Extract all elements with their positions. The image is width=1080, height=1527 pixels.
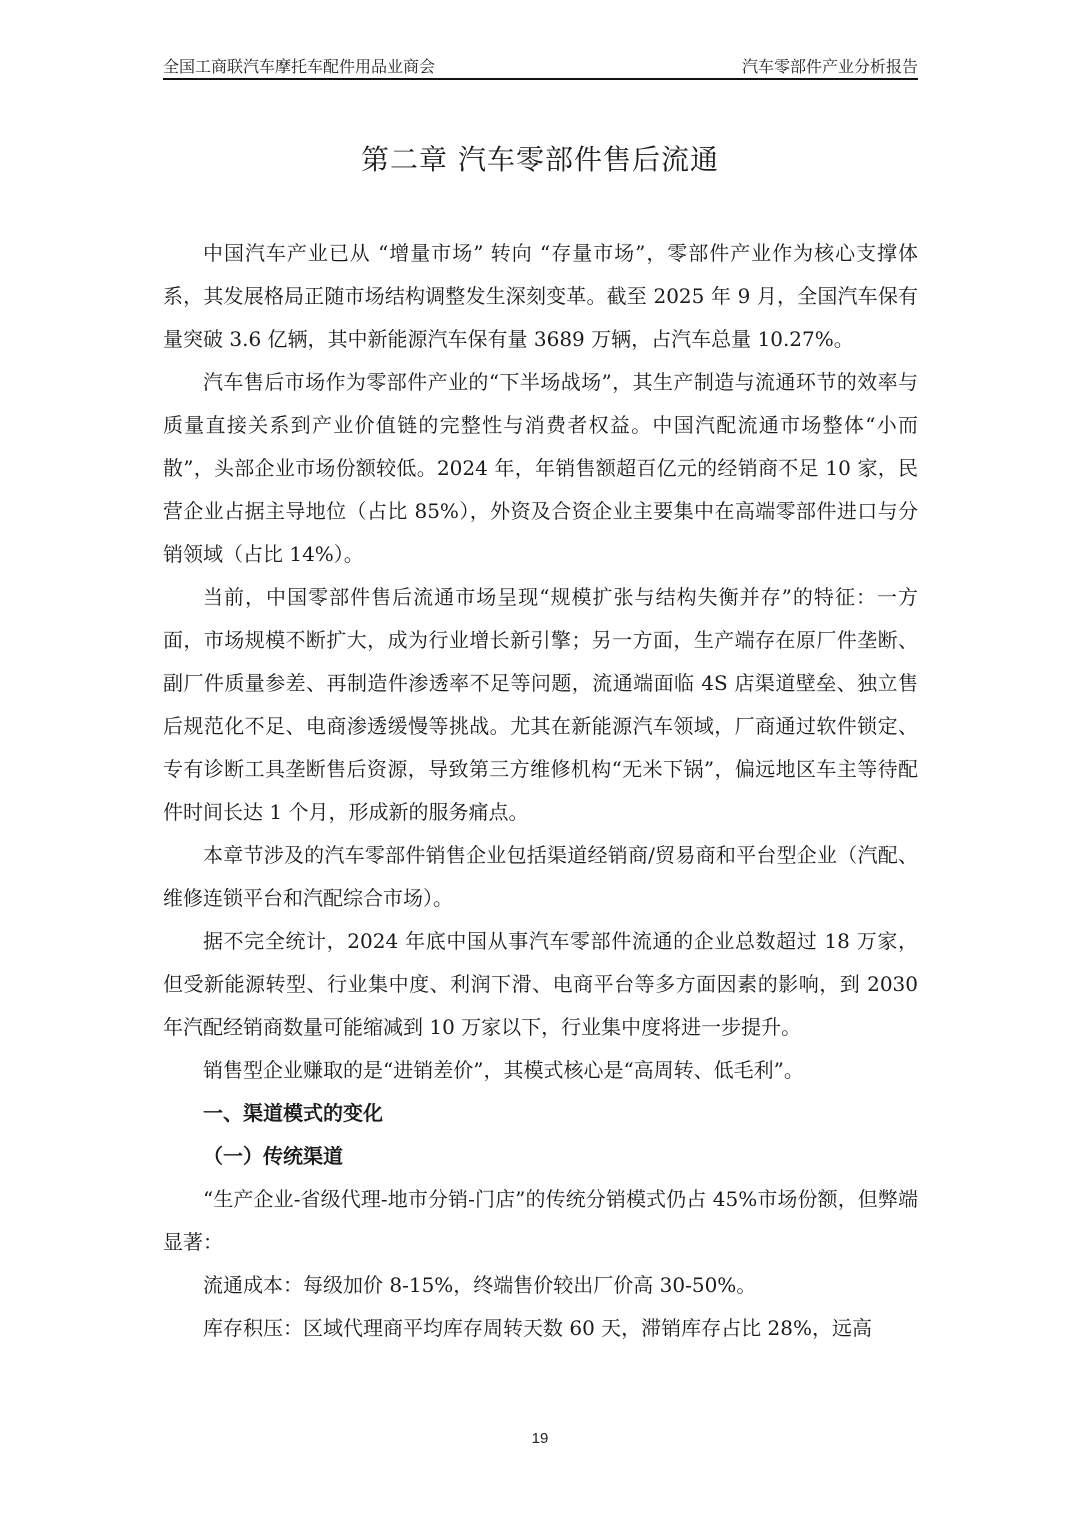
page-body — [163, 232, 918, 1350]
paragraph: 汽车售后市场作为零部件产业的“下半场战场”，其生产制造与流通环节的效率与质量直接关系到产业价值链的完整性与消费者权益。中国汽配流通市场整体“小而散”，头部企业市场份额较低。2024 年，年销售额超百亿元的经销商不足 10 家，民营企业占据主导地位（占比 85%），外资及合资企业主要集中在高端零部件进口与分销领域（占比 14%）。 — [163, 370, 918, 566]
paragraph: 销售型企业赚取的是“进销差价”，其模式核心是“高周转、低毛利”。 — [203, 1058, 804, 1082]
chapter-title: 第二章 汽车零部件售后流通 — [361, 143, 719, 176]
subsection-heading: （一）传统渠道 — [203, 1144, 343, 1168]
header-report-title: 汽车零部件产业分析报告 — [741, 57, 918, 76]
paragraph: 库存积压：区域代理商平均库存周转天数 60 天，滞销库存占比 28%，远高 — [203, 1316, 872, 1340]
header-organization: 全国工商联汽车摩托车配件用品业商会 — [163, 57, 436, 76]
paragraph: 据不完全统计，2024 年底中国从事汽车零部件流通的企业总数超过 18 万家，但受新能源转型、行业集中度、利润下滑、电商平台等多方面因素的影响，到 2030 年汽配经销商数量可能缩减到 10 万家以下，行业集中度将进一步提升。 — [163, 929, 918, 1039]
section-heading: 一、渠道模式的变化 — [203, 1101, 383, 1125]
paragraph: “生产企业-省级代理-地市分销-门店”的传统分销模式仍占 45%市场份额，但弊端显著： — [163, 1187, 918, 1254]
page-header — [163, 50, 918, 80]
paragraph: 中国汽车产业已从 “增量市场” 转向 “存量市场”，零部件产业作为核心支撑体系，其发展格局正随市场结构调整发生深刻变革。截至 2025 年 9 月，全国汽车保有量突破 3.6 亿辆，其中新能源汽车保有量 3689 万辆，占汽车总量 10.27%。 — [163, 241, 918, 351]
paragraph: 当前，中国零部件售后流通市场呈现“规模扩张与结构失衡并存”的特征：一方面，市场规模不断扩大，成为行业增长新引擎；另一方面，生产端存在原厂件垄断、副厂件质量参差、再制造件渗透率不足等问题，流通端面临 4S 店渠道壁垒、独立售后规范化不足、电商渗透缓慢等挑战。尤其在新能源汽车领域，厂商通过软件锁定、专有诊断工具垄断售后资源，导致第三方维修机构“无米下锅”，偏远地区车主等待配件时间长达 1 个月，形成新的服务痛点。 — [163, 585, 918, 824]
page-number: 19 — [531, 1430, 549, 1447]
paragraph: 本章节涉及的汽车零部件销售企业包括渠道经销商/贸易商和平台型企业（汽配、维修连锁平台和汽配综合市场）。 — [163, 843, 918, 910]
paragraph: 流通成本：每级加价 8-15%，终端售价较出厂价高 30-50%。 — [203, 1273, 757, 1297]
